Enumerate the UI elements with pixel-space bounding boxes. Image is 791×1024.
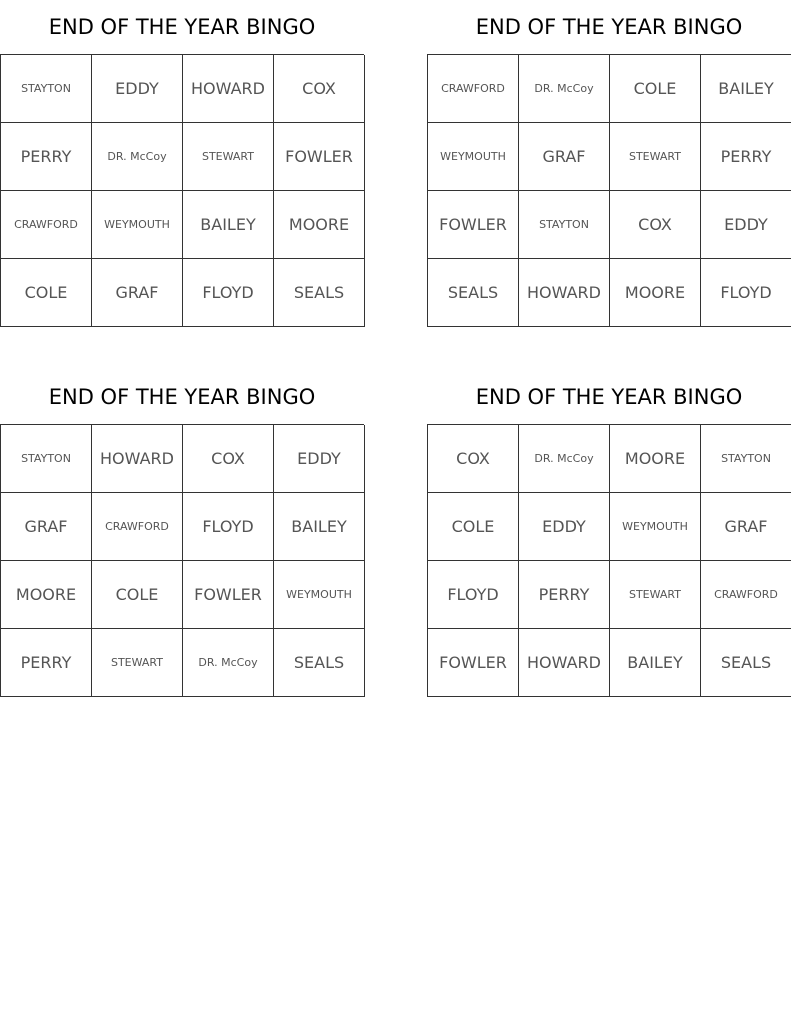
bingo-cell: DR. McCoy	[92, 123, 183, 191]
bingo-cell: PERRY	[519, 561, 610, 629]
bingo-cell: STAYTON	[519, 191, 610, 259]
bingo-cell: COX	[428, 425, 519, 493]
card-title: END OF THE YEAR BINGO	[475, 15, 743, 39]
bingo-cell: MOORE	[610, 259, 701, 327]
bingo-cell: DR. McCoy	[183, 629, 274, 697]
bingo-cell: COLE	[610, 55, 701, 123]
bingo-cell: CRAWFORD	[428, 55, 519, 123]
bingo-cell: COLE	[428, 493, 519, 561]
bingo-cell: GRAF	[701, 493, 791, 561]
bingo-cell: EDDY	[519, 493, 610, 561]
bingo-cell: COLE	[92, 561, 183, 629]
bingo-cell: PERRY	[1, 123, 92, 191]
bingo-cell: BAILEY	[701, 55, 791, 123]
bingo-cell: EDDY	[701, 191, 791, 259]
bingo-cell: STEWART	[92, 629, 183, 697]
bingo-cell: WEYMOUTH	[92, 191, 183, 259]
bingo-cell: CRAWFORD	[1, 191, 92, 259]
bingo-card-3	[0, 370, 364, 697]
bingo-cell: STEWART	[610, 123, 701, 191]
bingo-cell: FLOYD	[428, 561, 519, 629]
bingo-cell: STEWART	[183, 123, 274, 191]
bingo-cell: FOWLER	[274, 123, 365, 191]
bingo-cell: MOORE	[274, 191, 365, 259]
bingo-card-4	[427, 370, 791, 697]
bingo-cell: STAYTON	[701, 425, 791, 493]
bingo-cell: BAILEY	[610, 629, 701, 697]
bingo-cell: FOWLER	[183, 561, 274, 629]
bingo-grid	[0, 424, 364, 697]
bingo-grid	[0, 54, 364, 327]
bingo-cell: HOWARD	[519, 629, 610, 697]
bingo-cell: FOWLER	[428, 191, 519, 259]
bingo-cell: FOWLER	[428, 629, 519, 697]
bingo-cell: BAILEY	[274, 493, 365, 561]
bingo-cell: COX	[183, 425, 274, 493]
bingo-cell: HOWARD	[183, 55, 274, 123]
bingo-card-2	[427, 0, 791, 327]
card-title: END OF THE YEAR BINGO	[475, 385, 743, 409]
card-title: END OF THE YEAR BINGO	[48, 15, 316, 39]
bingo-cell: DR. McCoy	[519, 55, 610, 123]
bingo-cell: CRAWFORD	[92, 493, 183, 561]
bingo-cell: GRAF	[519, 123, 610, 191]
bingo-cell: WEYMOUTH	[610, 493, 701, 561]
bingo-cell: DR. McCoy	[519, 425, 610, 493]
bingo-cell: BAILEY	[183, 191, 274, 259]
bingo-cell: EDDY	[92, 55, 183, 123]
bingo-cell: COX	[610, 191, 701, 259]
bingo-cell: FLOYD	[183, 493, 274, 561]
bingo-cell: EDDY	[274, 425, 365, 493]
bingo-cell: GRAF	[1, 493, 92, 561]
bingo-cell: PERRY	[701, 123, 791, 191]
bingo-cell: FLOYD	[701, 259, 791, 327]
bingo-cell: COX	[274, 55, 365, 123]
bingo-cell: MOORE	[610, 425, 701, 493]
bingo-cell: FLOYD	[183, 259, 274, 327]
bingo-cell: SEALS	[274, 259, 365, 327]
bingo-cell: SEALS	[274, 629, 365, 697]
bingo-cell: CRAWFORD	[701, 561, 791, 629]
bingo-cell: SEALS	[428, 259, 519, 327]
bingo-cell: COLE	[1, 259, 92, 327]
bingo-cell: WEYMOUTH	[428, 123, 519, 191]
bingo-cell: GRAF	[92, 259, 183, 327]
bingo-grid	[427, 424, 791, 697]
bingo-cell: PERRY	[1, 629, 92, 697]
bingo-card-1	[0, 0, 364, 327]
bingo-cell: SEALS	[701, 629, 791, 697]
bingo-cell: WEYMOUTH	[274, 561, 365, 629]
bingo-cell: HOWARD	[92, 425, 183, 493]
card-title: END OF THE YEAR BINGO	[48, 385, 316, 409]
bingo-cell: HOWARD	[519, 259, 610, 327]
bingo-cell: STAYTON	[1, 425, 92, 493]
bingo-cell: STAYTON	[1, 55, 92, 123]
bingo-cell: MOORE	[1, 561, 92, 629]
bingo-cell: STEWART	[610, 561, 701, 629]
bingo-grid	[427, 54, 791, 327]
